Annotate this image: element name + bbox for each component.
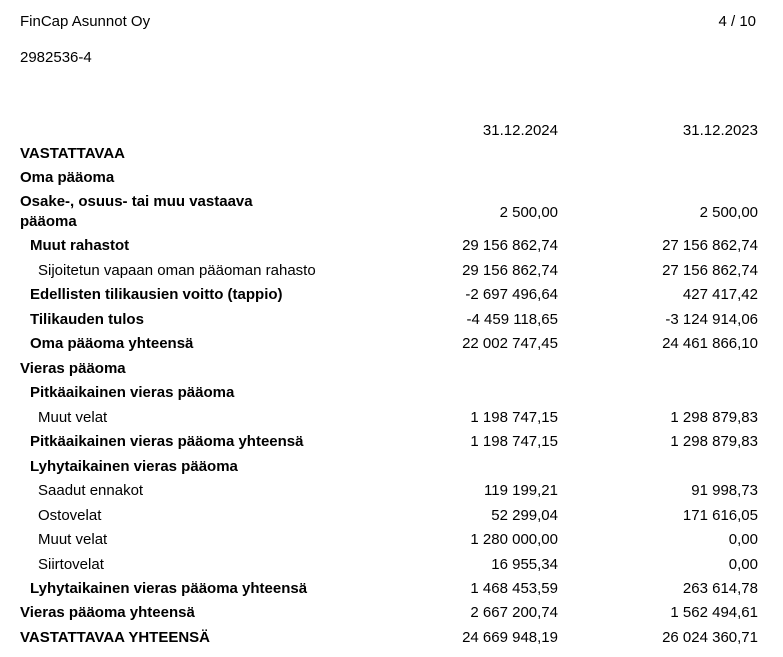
table-row: [0, 628, 783, 652]
table-row: [0, 506, 783, 530]
table-row: [0, 285, 783, 309]
company-name: FinCap Asunnot Oy: [20, 13, 151, 30]
row-label: Muut velat: [38, 409, 108, 426]
row-label: Oma pääoma yhteensä: [30, 335, 194, 352]
row-value-previous: 171 616,05: [682, 507, 758, 524]
column-header-previous: 31.12.2023: [682, 122, 758, 139]
table-row: [0, 603, 783, 627]
row-label: Muut velat: [38, 531, 108, 548]
row-value-previous: 26 024 360,71: [662, 629, 758, 646]
row-value-previous: 27 156 862,74: [662, 237, 758, 254]
row-value-previous: 27 156 862,74: [662, 262, 758, 279]
column-header-current: 31.12.2024: [482, 122, 558, 139]
row-value-current: 1 198 747,15: [470, 433, 558, 450]
table-row: [0, 144, 783, 168]
row-label: VASTATTAVAA YHTEENSÄ: [20, 629, 211, 646]
row-label: Pitkäaikainen vieras pääoma yhteensä: [30, 433, 304, 450]
row-label: Osake-, osuus- tai muu vastaava pääoma: [20, 193, 253, 230]
row-value-previous: 1 562 494,61: [670, 604, 758, 621]
table-row: [0, 310, 783, 334]
table-row: [0, 168, 783, 192]
row-value-previous: 0,00: [728, 531, 758, 548]
row-value-current: 16 955,34: [491, 556, 558, 573]
row-label: Ostovelat: [38, 507, 102, 524]
row-value-previous: 0,00: [728, 556, 758, 573]
table-row: [0, 383, 783, 407]
row-value-current: 2 500,00: [499, 204, 558, 221]
row-value-current: 1 198 747,15: [470, 409, 558, 426]
row-value-current: 29 156 862,74: [462, 262, 558, 279]
row-label: Sijoitetun vapaan oman pääoman rahasto: [38, 262, 316, 279]
row-value-current: 1 280 000,00: [470, 531, 558, 548]
table-row: [0, 530, 783, 554]
table-row: [0, 408, 783, 432]
row-value-current: -4 459 118,65: [466, 311, 558, 328]
row-value-previous: 1 298 879,83: [670, 433, 758, 450]
table-row: [0, 579, 783, 603]
table-row: [0, 334, 783, 358]
table-row: [0, 359, 783, 383]
row-value-current: 52 299,04: [491, 507, 558, 524]
row-label: Edellisten tilikausien voitto (tappio): [30, 286, 283, 303]
table-row: [0, 432, 783, 456]
row-value-current: 29 156 862,74: [462, 237, 558, 254]
row-value-current: 1 468 453,59: [470, 580, 558, 597]
row-label: VASTATTAVAA: [20, 145, 125, 162]
row-value-previous: -3 124 914,06: [665, 311, 758, 328]
row-value-current: -2 697 496,64: [465, 286, 558, 303]
row-label: Oma pääoma: [20, 169, 115, 186]
row-label: Pitkäaikainen vieras pääoma: [30, 384, 235, 401]
page-number: 4 / 10: [718, 13, 756, 30]
row-value-previous: 91 998,73: [691, 482, 758, 499]
table-row: [0, 236, 783, 260]
row-value-previous: 24 461 866,10: [662, 335, 758, 352]
row-label: Vieras pääoma yhteensä: [20, 604, 195, 621]
row-value-previous: 2 500,00: [699, 204, 758, 221]
business-id: 2982536-4: [20, 49, 92, 66]
row-value-current: 24 669 948,19: [462, 629, 558, 646]
row-label: Tilikauden tulos: [30, 311, 144, 328]
row-value-current: 2 667 200,74: [470, 604, 558, 621]
table-row: [0, 192, 783, 232]
row-label: Vieras pääoma: [20, 360, 126, 377]
table-row: [0, 261, 783, 285]
row-label: Muut rahastot: [30, 237, 130, 254]
row-value-previous: 263 614,78: [682, 580, 758, 597]
row-value-current: 22 002 747,45: [462, 335, 558, 352]
table-row: [0, 481, 783, 505]
row-label: Lyhytaikainen vieras pääoma: [30, 458, 238, 475]
row-value-previous: 1 298 879,83: [670, 409, 758, 426]
row-label: Saadut ennakot: [38, 482, 144, 499]
row-value-current: 119 199,21: [484, 482, 558, 499]
row-label: Siirtovelat: [38, 556, 104, 573]
table-row: [0, 457, 783, 481]
row-label: Lyhytaikainen vieras pääoma yhteensä: [30, 580, 308, 597]
row-value-previous: 427 417,42: [682, 286, 758, 303]
table-row: [0, 555, 783, 579]
